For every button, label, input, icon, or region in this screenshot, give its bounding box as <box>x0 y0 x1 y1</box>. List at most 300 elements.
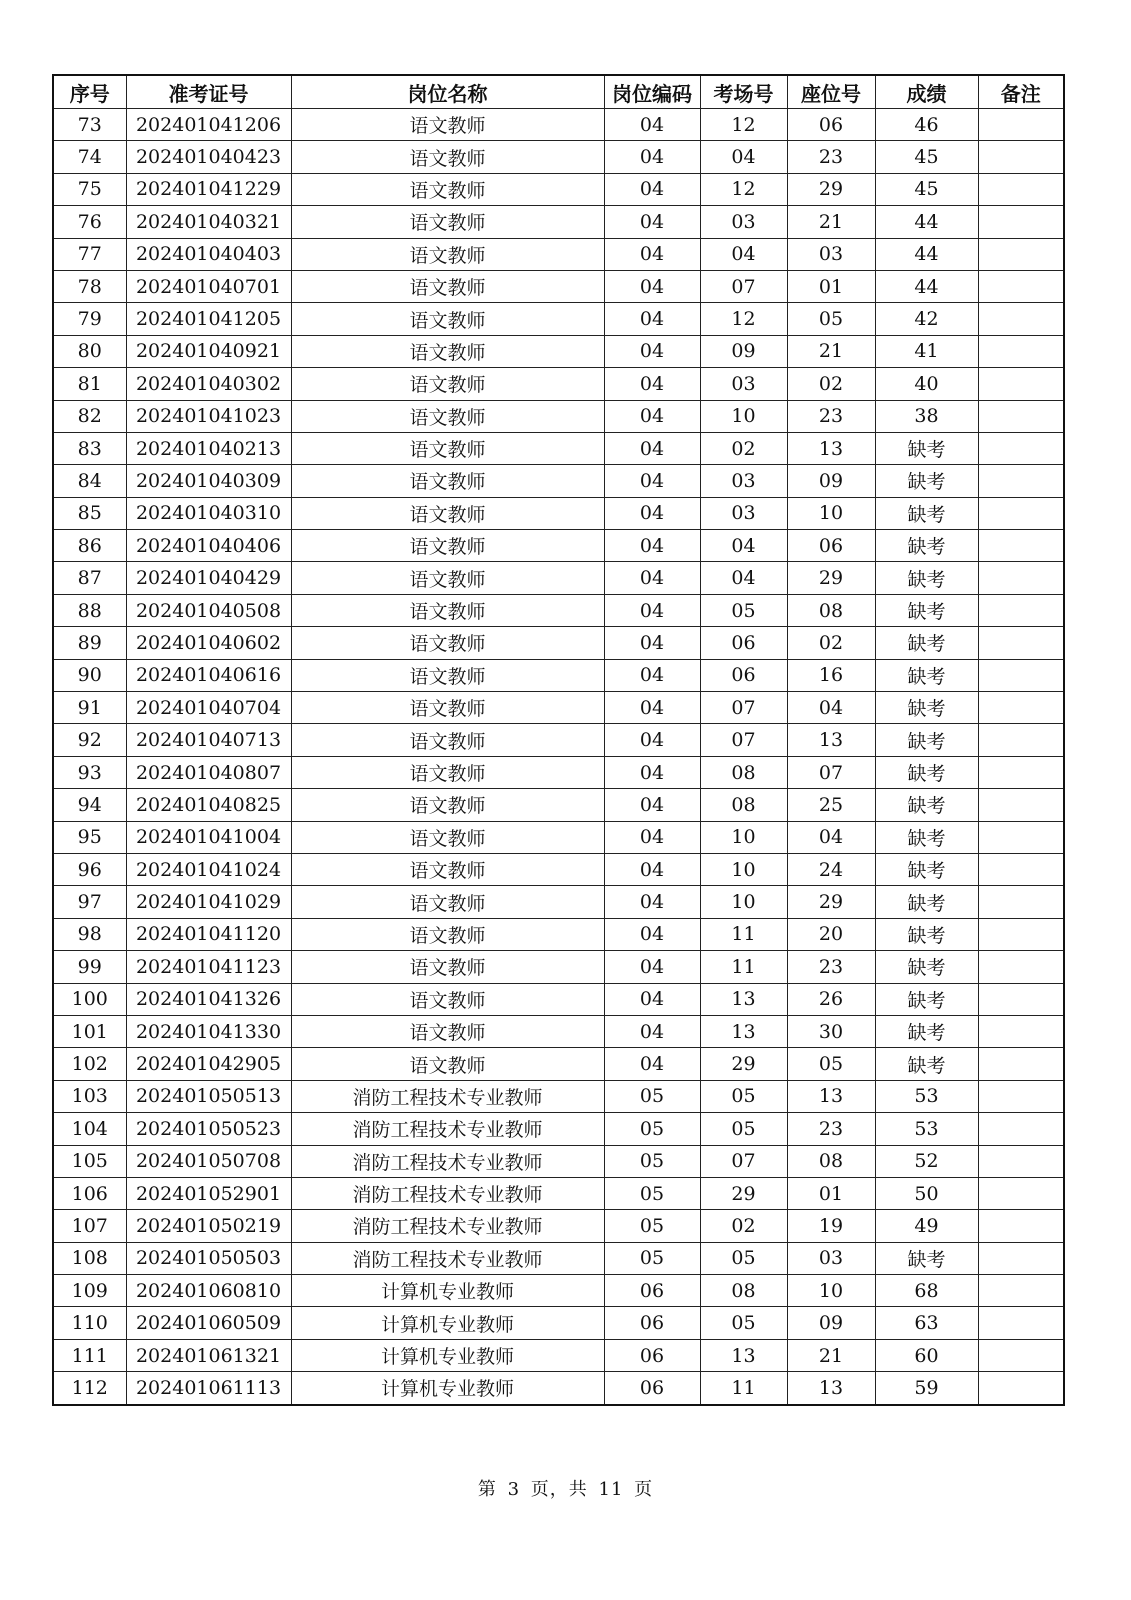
table-cell: 缺考 <box>875 886 978 918</box>
table-cell: 45 <box>875 141 978 173</box>
table-row <box>53 1080 1064 1112</box>
table-cell: 21 <box>787 335 875 367</box>
table-cell: 04 <box>604 594 700 626</box>
table-cell: 04 <box>604 918 700 950</box>
table-cell: 06 <box>604 1307 700 1339</box>
table-cell: 06 <box>787 530 875 562</box>
table-cell: 109 <box>53 1275 126 1307</box>
table-row <box>53 627 1064 659</box>
table-cell: 缺考 <box>875 789 978 821</box>
table-cell: 04 <box>604 627 700 659</box>
table-row <box>53 918 1064 950</box>
table-cell: 03 <box>700 206 787 238</box>
table-cell: 06 <box>700 627 787 659</box>
table-cell: 05 <box>787 303 875 335</box>
table-cell: 语文教师 <box>291 1048 604 1080</box>
table-cell: 缺考 <box>875 562 978 594</box>
table-row <box>53 886 1064 918</box>
table-cell <box>978 270 1064 302</box>
table-cell: 04 <box>604 821 700 853</box>
table-cell: 202401041024 <box>126 853 291 885</box>
table-cell: 04 <box>604 983 700 1015</box>
table-cell: 06 <box>787 109 875 141</box>
table-cell: 04 <box>604 465 700 497</box>
table-cell: 87 <box>53 562 126 594</box>
table-cell: 缺考 <box>875 497 978 529</box>
table-cell: 202401052901 <box>126 1177 291 1209</box>
table-row <box>53 206 1064 238</box>
table-cell: 07 <box>700 270 787 302</box>
table-cell: 202401042905 <box>126 1048 291 1080</box>
table-cell: 02 <box>700 1210 787 1242</box>
table-cell: 10 <box>787 497 875 529</box>
table-cell: 语文教师 <box>291 368 604 400</box>
table-cell: 68 <box>875 1275 978 1307</box>
table-cell: 08 <box>700 1275 787 1307</box>
table-cell: 04 <box>604 853 700 885</box>
table-cell: 缺考 <box>875 1015 978 1047</box>
table-cell: 202401050513 <box>126 1080 291 1112</box>
table-cell: 04 <box>604 724 700 756</box>
table-cell: 08 <box>787 1145 875 1177</box>
table-cell: 23 <box>787 1113 875 1145</box>
table-cell: 语文教师 <box>291 594 604 626</box>
table-cell: 110 <box>53 1307 126 1339</box>
table-row <box>53 724 1064 756</box>
table-cell: 52 <box>875 1145 978 1177</box>
table-cell: 04 <box>604 270 700 302</box>
table-cell: 缺考 <box>875 432 978 464</box>
table-cell: 63 <box>875 1307 978 1339</box>
table-cell: 94 <box>53 789 126 821</box>
table-cell: 106 <box>53 1177 126 1209</box>
table-cell <box>978 173 1064 205</box>
table-cell: 202401041205 <box>126 303 291 335</box>
table-cell <box>978 1307 1064 1339</box>
table-cell: 04 <box>604 659 700 691</box>
table-cell: 16 <box>787 659 875 691</box>
table-cell <box>978 789 1064 821</box>
table-cell: 08 <box>787 594 875 626</box>
table-cell: 计算机专业教师 <box>291 1339 604 1371</box>
table-row <box>53 562 1064 594</box>
table-cell: 202401060810 <box>126 1275 291 1307</box>
table-cell: 09 <box>700 335 787 367</box>
table-cell: 81 <box>53 368 126 400</box>
table-cell: 缺考 <box>875 756 978 788</box>
table-cell: 49 <box>875 1210 978 1242</box>
table-cell: 缺考 <box>875 1048 978 1080</box>
table-cell: 100 <box>53 983 126 1015</box>
table-cell <box>978 368 1064 400</box>
table-cell: 202401041029 <box>126 886 291 918</box>
table-cell: 202401040704 <box>126 692 291 724</box>
table-cell: 13 <box>787 1372 875 1405</box>
table-cell: 29 <box>787 886 875 918</box>
table-cell: 05 <box>700 594 787 626</box>
table-row <box>53 497 1064 529</box>
table-cell: 202401040302 <box>126 368 291 400</box>
table-cell <box>978 1048 1064 1080</box>
header-row <box>53 75 1064 109</box>
table-cell: 缺考 <box>875 465 978 497</box>
table-row <box>53 1242 1064 1274</box>
table-cell: 92 <box>53 724 126 756</box>
column-header: 序号 <box>53 75 126 109</box>
table-row <box>53 789 1064 821</box>
table-cell <box>978 853 1064 885</box>
table-cell: 04 <box>604 1048 700 1080</box>
table-cell: 78 <box>53 270 126 302</box>
table-cell: 05 <box>604 1145 700 1177</box>
table-cell: 98 <box>53 918 126 950</box>
table-cell: 05 <box>700 1113 787 1145</box>
column-header: 备注 <box>978 75 1064 109</box>
table-cell: 缺考 <box>875 918 978 950</box>
table-cell <box>978 1015 1064 1047</box>
table-cell: 95 <box>53 821 126 853</box>
table-cell: 04 <box>604 432 700 464</box>
table-cell: 语文教师 <box>291 756 604 788</box>
table-cell: 04 <box>604 141 700 173</box>
table-body <box>53 109 1064 1405</box>
table-row <box>53 1210 1064 1242</box>
table-cell: 04 <box>604 109 700 141</box>
table-cell: 202401040423 <box>126 141 291 173</box>
table-row <box>53 692 1064 724</box>
table-cell: 缺考 <box>875 983 978 1015</box>
page-mid: 页，共 <box>530 1479 588 1500</box>
table-cell: 76 <box>53 206 126 238</box>
table-row <box>53 238 1064 270</box>
table-cell: 202401040310 <box>126 497 291 529</box>
table-cell: 79 <box>53 303 126 335</box>
table-cell: 60 <box>875 1339 978 1371</box>
table-cell: 08 <box>700 756 787 788</box>
table-cell: 40 <box>875 368 978 400</box>
table-cell <box>978 1275 1064 1307</box>
table-cell: 语文教师 <box>291 432 604 464</box>
table-cell <box>978 756 1064 788</box>
table-cell: 04 <box>700 238 787 270</box>
table-cell: 语文教师 <box>291 530 604 562</box>
table-cell <box>978 1210 1064 1242</box>
table-cell <box>978 1177 1064 1209</box>
table-cell: 语文教师 <box>291 562 604 594</box>
table-cell: 30 <box>787 1015 875 1047</box>
table-cell: 111 <box>53 1339 126 1371</box>
table-cell: 202401040713 <box>126 724 291 756</box>
table-cell <box>978 303 1064 335</box>
table-cell: 语文教师 <box>291 109 604 141</box>
table-cell: 202401040508 <box>126 594 291 626</box>
table-cell: 语文教师 <box>291 270 604 302</box>
table-cell: 83 <box>53 432 126 464</box>
table-cell: 29 <box>787 562 875 594</box>
table-cell: 语文教师 <box>291 497 604 529</box>
table-cell: 88 <box>53 594 126 626</box>
table-cell <box>978 400 1064 432</box>
table-cell: 01 <box>787 1177 875 1209</box>
table-cell: 21 <box>787 1339 875 1371</box>
table-cell <box>978 497 1064 529</box>
table-row <box>53 951 1064 983</box>
table-cell: 23 <box>787 400 875 432</box>
table-cell: 04 <box>604 789 700 821</box>
column-header: 考场号 <box>700 75 787 109</box>
table-cell: 202401041330 <box>126 1015 291 1047</box>
table-cell: 202401041004 <box>126 821 291 853</box>
table-cell: 语文教师 <box>291 206 604 238</box>
table-cell: 缺考 <box>875 951 978 983</box>
table-cell: 语文教师 <box>291 821 604 853</box>
table-cell: 12 <box>700 303 787 335</box>
table-row <box>53 173 1064 205</box>
table-cell: 01 <box>787 270 875 302</box>
table-cell: 语文教师 <box>291 853 604 885</box>
table-cell: 50 <box>875 1177 978 1209</box>
table-cell: 消防工程技术专业教师 <box>291 1177 604 1209</box>
table-cell <box>978 1113 1064 1145</box>
table-cell <box>978 109 1064 141</box>
table-cell: 缺考 <box>875 627 978 659</box>
table-cell: 202401050219 <box>126 1210 291 1242</box>
table-cell: 语文教师 <box>291 335 604 367</box>
table-cell: 05 <box>604 1080 700 1112</box>
table-cell: 语文教师 <box>291 724 604 756</box>
table-cell <box>978 1080 1064 1112</box>
table-cell: 04 <box>787 821 875 853</box>
column-header: 准考证号 <box>126 75 291 109</box>
table-cell <box>978 951 1064 983</box>
table-cell: 语文教师 <box>291 465 604 497</box>
table-cell: 99 <box>53 951 126 983</box>
table-row <box>53 1113 1064 1145</box>
table-cell: 消防工程技术专业教师 <box>291 1145 604 1177</box>
table-cell: 语文教师 <box>291 238 604 270</box>
table-cell: 04 <box>604 530 700 562</box>
table-cell: 53 <box>875 1113 978 1145</box>
table-cell: 04 <box>604 303 700 335</box>
table-cell: 语文教师 <box>291 886 604 918</box>
table-cell <box>978 530 1064 562</box>
table-cell: 104 <box>53 1113 126 1145</box>
table-cell <box>978 1242 1064 1274</box>
table-cell: 202401050708 <box>126 1145 291 1177</box>
table-cell: 105 <box>53 1145 126 1177</box>
table-cell: 13 <box>787 432 875 464</box>
table-cell: 26 <box>787 983 875 1015</box>
table-cell <box>978 724 1064 756</box>
table-cell: 25 <box>787 789 875 821</box>
table-cell: 04 <box>700 562 787 594</box>
table-row <box>53 432 1064 464</box>
table-row <box>53 400 1064 432</box>
table-cell <box>978 335 1064 367</box>
score-table <box>52 74 1065 1406</box>
table-cell: 缺考 <box>875 853 978 885</box>
table-cell: 消防工程技术专业教师 <box>291 1113 604 1145</box>
table-row <box>53 594 1064 626</box>
table-cell: 202401040309 <box>126 465 291 497</box>
table-cell: 202401041023 <box>126 400 291 432</box>
table-cell: 02 <box>787 368 875 400</box>
table-cell: 04 <box>604 497 700 529</box>
table-cell: 13 <box>700 983 787 1015</box>
table-cell: 语文教师 <box>291 303 604 335</box>
table-cell: 10 <box>700 821 787 853</box>
table-cell: 06 <box>604 1339 700 1371</box>
table-cell: 80 <box>53 335 126 367</box>
table-row <box>53 1339 1064 1371</box>
table-cell: 05 <box>700 1242 787 1274</box>
table-cell: 10 <box>787 1275 875 1307</box>
table-cell: 202401040602 <box>126 627 291 659</box>
table-cell: 23 <box>787 951 875 983</box>
table-row <box>53 1145 1064 1177</box>
table-cell: 消防工程技术专业教师 <box>291 1210 604 1242</box>
table-cell <box>978 594 1064 626</box>
table-cell: 23 <box>787 141 875 173</box>
table-row <box>53 821 1064 853</box>
table-cell <box>978 562 1064 594</box>
table-cell: 03 <box>700 465 787 497</box>
table-cell: 04 <box>604 562 700 594</box>
table-cell: 12 <box>700 109 787 141</box>
table-cell: 202401040701 <box>126 270 291 302</box>
table-cell: 91 <box>53 692 126 724</box>
table-cell: 89 <box>53 627 126 659</box>
table-cell: 202401040213 <box>126 432 291 464</box>
table-row <box>53 303 1064 335</box>
table-cell <box>978 983 1064 1015</box>
table-cell: 11 <box>700 951 787 983</box>
table-cell: 缺考 <box>875 1242 978 1274</box>
table-cell: 缺考 <box>875 530 978 562</box>
table-cell: 202401050523 <box>126 1113 291 1145</box>
table-cell: 41 <box>875 335 978 367</box>
table-cell: 计算机专业教师 <box>291 1307 604 1339</box>
table-cell <box>978 206 1064 238</box>
table-cell: 46 <box>875 109 978 141</box>
table-cell: 06 <box>700 659 787 691</box>
table-cell: 04 <box>604 206 700 238</box>
table-cell: 04 <box>604 951 700 983</box>
table-cell: 38 <box>875 400 978 432</box>
table-cell: 13 <box>700 1339 787 1371</box>
table-cell: 05 <box>700 1307 787 1339</box>
table-cell: 03 <box>787 1242 875 1274</box>
table-row <box>53 109 1064 141</box>
table-cell: 10 <box>700 853 787 885</box>
table-row <box>53 141 1064 173</box>
table-cell: 09 <box>787 465 875 497</box>
table-row <box>53 530 1064 562</box>
table-row <box>53 853 1064 885</box>
table-cell: 06 <box>604 1372 700 1405</box>
table-cell <box>978 821 1064 853</box>
table-cell: 04 <box>787 692 875 724</box>
table-cell: 13 <box>787 1080 875 1112</box>
table-cell: 44 <box>875 206 978 238</box>
table-cell: 02 <box>700 432 787 464</box>
table-cell: 语文教师 <box>291 400 604 432</box>
table-cell: 53 <box>875 1080 978 1112</box>
table-cell: 20 <box>787 918 875 950</box>
table-cell <box>978 627 1064 659</box>
page-footer <box>0 1475 1131 1501</box>
table-cell: 202401040616 <box>126 659 291 691</box>
table-cell: 语文教师 <box>291 918 604 950</box>
table-cell: 03 <box>700 497 787 529</box>
table-cell <box>978 432 1064 464</box>
table-cell: 90 <box>53 659 126 691</box>
table-cell: 29 <box>700 1177 787 1209</box>
table-cell: 10 <box>700 400 787 432</box>
table-cell: 97 <box>53 886 126 918</box>
table-cell: 02 <box>787 627 875 659</box>
table-cell: 计算机专业教师 <box>291 1275 604 1307</box>
table-cell: 29 <box>700 1048 787 1080</box>
table-row <box>53 335 1064 367</box>
table-cell: 101 <box>53 1015 126 1047</box>
table-cell: 202401041120 <box>126 918 291 950</box>
table-row <box>53 1372 1064 1405</box>
table-cell: 消防工程技术专业教师 <box>291 1242 604 1274</box>
table-cell: 消防工程技术专业教师 <box>291 1080 604 1112</box>
column-header: 成绩 <box>875 75 978 109</box>
table-cell: 缺考 <box>875 724 978 756</box>
table-cell <box>978 141 1064 173</box>
table-row <box>53 270 1064 302</box>
table-cell: 04 <box>700 141 787 173</box>
table-cell: 11 <box>700 918 787 950</box>
page-current: 3 <box>507 1479 521 1500</box>
table-cell: 语文教师 <box>291 983 604 1015</box>
table-cell: 04 <box>604 886 700 918</box>
table-cell: 202401041123 <box>126 951 291 983</box>
table-cell: 08 <box>700 789 787 821</box>
table-row <box>53 1048 1064 1080</box>
table-cell <box>978 1145 1064 1177</box>
table-cell: 04 <box>604 335 700 367</box>
table-cell <box>978 1372 1064 1405</box>
table-row <box>53 1275 1064 1307</box>
table-cell: 07 <box>700 724 787 756</box>
table-cell: 202401040825 <box>126 789 291 821</box>
table-cell: 04 <box>604 756 700 788</box>
table-cell: 202401061321 <box>126 1339 291 1371</box>
page-total: 11 <box>598 1479 624 1500</box>
column-header: 座位号 <box>787 75 875 109</box>
table-cell: 语文教师 <box>291 692 604 724</box>
table-row <box>53 465 1064 497</box>
table-cell: 21 <box>787 206 875 238</box>
table-row <box>53 659 1064 691</box>
table-cell: 07 <box>700 692 787 724</box>
table-cell: 59 <box>875 1372 978 1405</box>
table-cell: 107 <box>53 1210 126 1242</box>
table-cell: 语文教师 <box>291 173 604 205</box>
table-cell: 202401040406 <box>126 530 291 562</box>
table-cell: 语文教师 <box>291 627 604 659</box>
table-cell: 09 <box>787 1307 875 1339</box>
table-cell: 04 <box>604 368 700 400</box>
table-cell: 03 <box>700 368 787 400</box>
table-cell: 04 <box>604 173 700 205</box>
table-cell: 29 <box>787 173 875 205</box>
table-cell: 202401060509 <box>126 1307 291 1339</box>
